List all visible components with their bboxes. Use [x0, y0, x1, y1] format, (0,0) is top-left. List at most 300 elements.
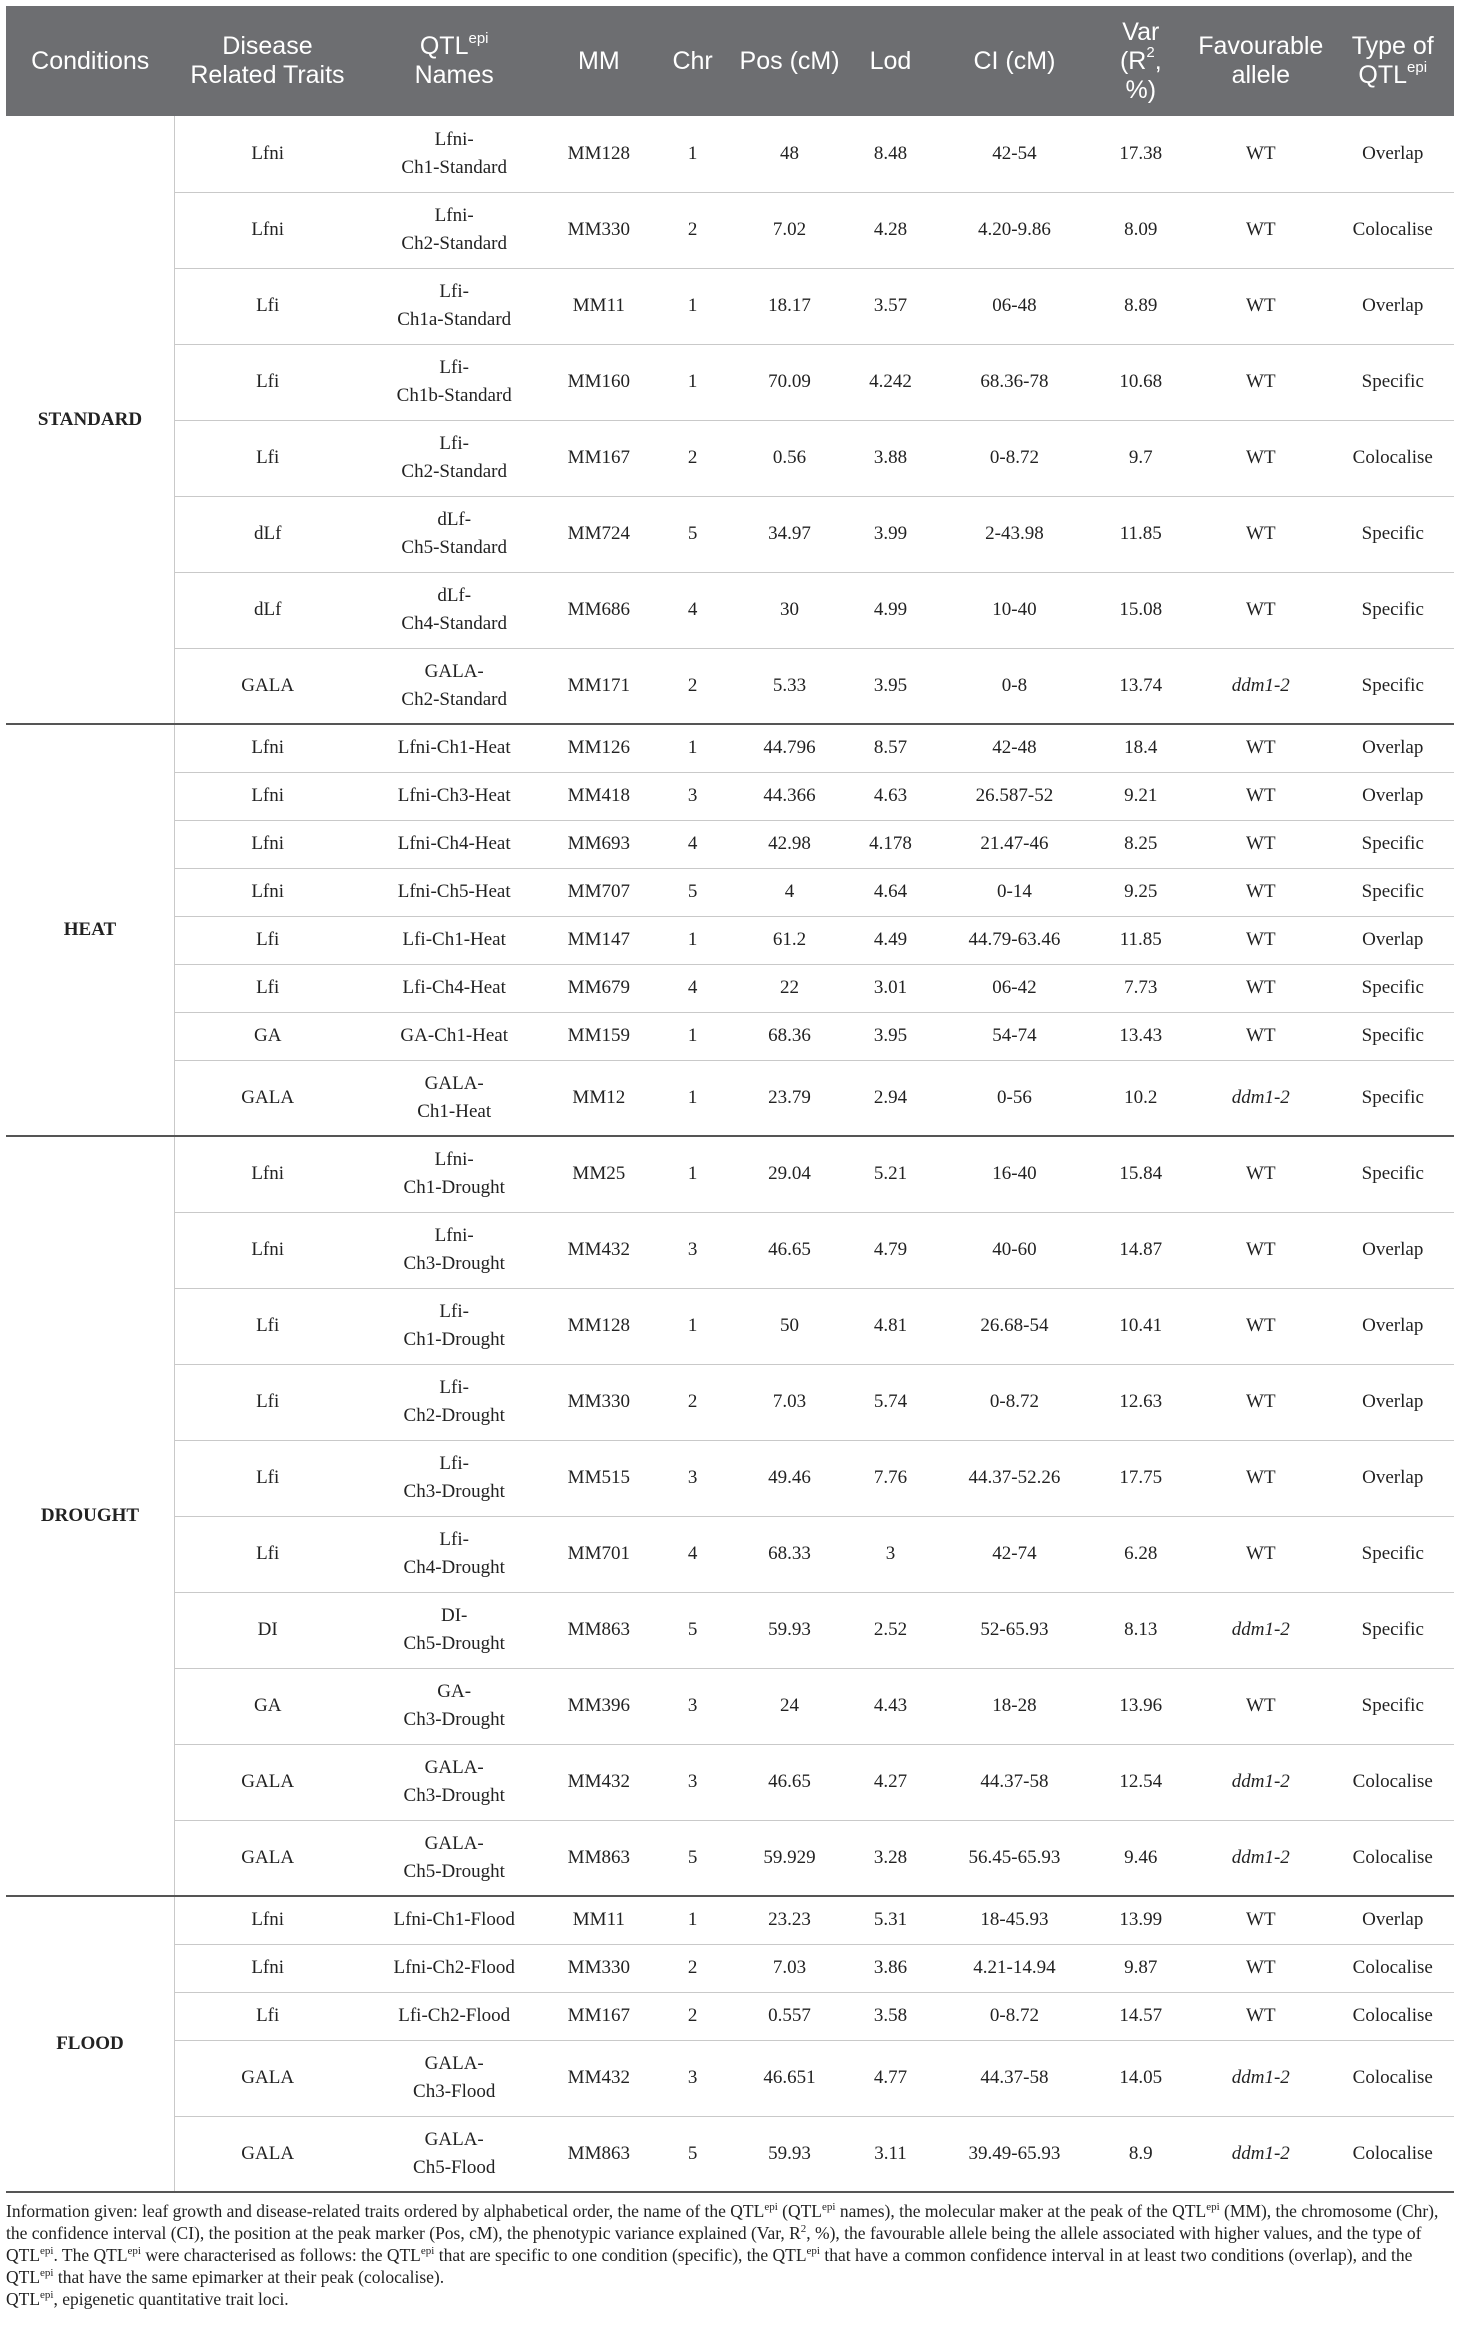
- footnote-text: names), the molecular maker at the peak of the QTL: [835, 2201, 1207, 2221]
- header-qtl-names: $QTL^{epi}$ Names: [360, 6, 548, 116]
- header-lod: Lod: [844, 6, 938, 116]
- cell-qtl-name: [360, 116, 548, 192]
- cell-var: 9.21: [1092, 772, 1191, 820]
- cell-lod: 4.64: [844, 868, 938, 916]
- cell-mm: MM11: [548, 1896, 650, 1944]
- cell-chr: 2: [650, 192, 736, 268]
- cell-qtl-name: [360, 820, 548, 868]
- table-row: [6, 1060, 1454, 1136]
- qtl-name-line: Lfi-: [439, 281, 469, 302]
- cell-trait: Lfni: [174, 1212, 360, 1288]
- qtl-name-line: Ch2-Standard: [401, 461, 507, 482]
- cell-ci: 0-56: [937, 1060, 1091, 1136]
- cell-ci: 39.49-65.93: [937, 2116, 1091, 2192]
- cell-ci: 42-54: [937, 116, 1091, 192]
- cell-trait: GA: [174, 1012, 360, 1060]
- cell-trait: Lfi: [174, 268, 360, 344]
- cell-trait: GA: [174, 1668, 360, 1744]
- cell-lod: 3.86: [844, 1944, 938, 1992]
- cell-type: Specific: [1332, 1592, 1454, 1668]
- cell-trait: Lfni: [174, 772, 360, 820]
- cell-lod: 8.48: [844, 116, 938, 192]
- cell-pos: 46.651: [736, 2040, 844, 2116]
- cell-favourable-allele: WT: [1190, 724, 1331, 772]
- cell-ci: 26.68-54: [937, 1288, 1091, 1364]
- cell-ci: 26.587-52: [937, 772, 1091, 820]
- qtl-name-line: Ch5-Flood: [413, 2156, 496, 2178]
- table-row: [6, 496, 1454, 572]
- cell-var: 13.99: [1092, 1896, 1191, 1944]
- cell-favourable-allele: WT: [1190, 192, 1331, 268]
- cell-qtl-name: [360, 868, 548, 916]
- cell-chr: 3: [650, 772, 736, 820]
- cell-qtl-name: [360, 648, 548, 724]
- cell-trait: GALA: [174, 1060, 360, 1136]
- qtl-name-line: GALA-: [424, 2053, 484, 2074]
- cell-lod: 4.81: [844, 1288, 938, 1364]
- cell-chr: 3: [650, 1744, 736, 1820]
- cell-favourable-allele: ddm1-2: [1190, 1592, 1331, 1668]
- footnote-superscript: epi: [1206, 2201, 1220, 2214]
- cell-ci: 0-8: [937, 648, 1091, 724]
- cell-mm: MM707: [548, 868, 650, 916]
- qtl-name-line: Lfi-: [439, 433, 469, 454]
- cell-ci: 06-42: [937, 964, 1091, 1012]
- footnote-superscript: epi: [764, 2201, 778, 2214]
- qtl-name-line: Ch1-Heat: [417, 1100, 492, 1122]
- cell-trait: Lfi: [174, 1440, 360, 1516]
- cell-trait: Lfni: [174, 1944, 360, 1992]
- cell-favourable-allele: WT: [1190, 1668, 1331, 1744]
- cell-var: 8.13: [1092, 1592, 1191, 1668]
- cell-qtl-name: [360, 1440, 548, 1516]
- cell-lod: 4.77: [844, 2040, 938, 2116]
- cell-qtl-name: [360, 1896, 548, 1944]
- cell-lod: 4.178: [844, 820, 938, 868]
- qtl-name-line: Lfni-Ch5-Heat: [397, 881, 511, 902]
- header-mm: MM: [548, 6, 650, 116]
- cell-ci: 0-8.72: [937, 420, 1091, 496]
- table-row: [6, 1592, 1454, 1668]
- cell-qtl-name: [360, 1668, 548, 1744]
- table-row: [6, 1440, 1454, 1516]
- table-row: [6, 572, 1454, 648]
- qtl-name-line: Lfni-: [434, 205, 474, 226]
- cell-type: Specific: [1332, 344, 1454, 420]
- cell-lod: 3.01: [844, 964, 938, 1012]
- cell-lod: 4.49: [844, 916, 938, 964]
- cell-favourable-allele: WT: [1190, 572, 1331, 648]
- cell-pos: 34.97: [736, 496, 844, 572]
- cell-lod: 4.43: [844, 1668, 938, 1744]
- cell-favourable-allele: WT: [1190, 868, 1331, 916]
- cell-type: Overlap: [1332, 268, 1454, 344]
- cell-pos: 0.557: [736, 1992, 844, 2040]
- cell-type: Colocalise: [1332, 1820, 1454, 1896]
- table-row: [6, 1288, 1454, 1364]
- cell-chr: 2: [650, 1992, 736, 2040]
- qtl-name-line: GA-Ch1-Heat: [400, 1025, 509, 1046]
- cell-qtl-name: [360, 916, 548, 964]
- cell-qtl-name: [360, 1744, 548, 1820]
- cell-type: Specific: [1332, 572, 1454, 648]
- qtl-name-line: Lfi-Ch1-Heat: [402, 929, 506, 950]
- cell-pos: 44.366: [736, 772, 844, 820]
- cell-mm: MM515: [548, 1440, 650, 1516]
- qtl-name-line: Ch2-Standard: [401, 688, 507, 710]
- cell-type: Colocalise: [1332, 1944, 1454, 1992]
- table-row: [6, 420, 1454, 496]
- footnote-information: [6, 2200, 1446, 2288]
- cell-type: Colocalise: [1332, 192, 1454, 268]
- cell-favourable-allele: WT: [1190, 116, 1331, 192]
- cell-qtl-name: [360, 1060, 548, 1136]
- qtl-name-line: Ch1-Drought: [403, 1329, 505, 1350]
- table-row: [6, 1136, 1454, 1212]
- table-footnote: [6, 2200, 1446, 2310]
- cell-lod: 4.28: [844, 192, 938, 268]
- cell-type: Colocalise: [1332, 420, 1454, 496]
- cell-trait: Lfni: [174, 116, 360, 192]
- footnote-superscript: epi: [420, 2245, 435, 2258]
- qtl-name-line: dLf-: [437, 509, 472, 530]
- cell-mm: MM432: [548, 2040, 650, 2116]
- cell-mm: MM25: [548, 1136, 650, 1212]
- cell-var: 9.25: [1092, 868, 1191, 916]
- cell-ci: 18-28: [937, 1668, 1091, 1744]
- qtl-name-line: dLf-: [437, 585, 472, 606]
- cell-ci: 0-8.72: [937, 1992, 1091, 2040]
- cell-qtl-name: [360, 1288, 548, 1364]
- table-header: [6, 6, 1454, 116]
- cell-var: 8.25: [1092, 820, 1191, 868]
- cell-trait: Lfi: [174, 916, 360, 964]
- qtl-name-line: DI-: [441, 1605, 468, 1626]
- cell-lod: 3.95: [844, 648, 938, 724]
- cell-var: 15.84: [1092, 1136, 1191, 1212]
- cell-favourable-allele: WT: [1190, 344, 1331, 420]
- condition-cell: HEAT: [6, 724, 174, 1136]
- cell-var: 8.89: [1092, 268, 1191, 344]
- cell-pos: 7.02: [736, 192, 844, 268]
- cell-lod: 3.99: [844, 496, 938, 572]
- cell-pos: 42.98: [736, 820, 844, 868]
- cell-qtl-name: [360, 344, 548, 420]
- cell-chr: 3: [650, 1668, 736, 1744]
- cell-mm: MM147: [548, 916, 650, 964]
- header-favourable-allele: Favourable allele: [1190, 6, 1331, 116]
- cell-chr: 1: [650, 1012, 736, 1060]
- table-row: [6, 1364, 1454, 1440]
- cell-mm: MM724: [548, 496, 650, 572]
- footnote-superscript: epi: [127, 2245, 141, 2258]
- cell-ci: 16-40: [937, 1136, 1091, 1212]
- cell-ci: 10-40: [937, 572, 1091, 648]
- cell-chr: 3: [650, 1212, 736, 1288]
- cell-qtl-name: [360, 1820, 548, 1896]
- cell-mm: MM159: [548, 1012, 650, 1060]
- cell-pos: 49.46: [736, 1440, 844, 1516]
- cell-type: Specific: [1332, 1136, 1454, 1212]
- table-row: [6, 344, 1454, 420]
- cell-qtl-name: [360, 772, 548, 820]
- table-row: [6, 868, 1454, 916]
- cell-chr: 4: [650, 1516, 736, 1592]
- cell-favourable-allele: WT: [1190, 1136, 1331, 1212]
- cell-mm: MM330: [548, 1944, 650, 1992]
- cell-ci: 0-8.72: [937, 1364, 1091, 1440]
- cell-trait: GALA: [174, 2040, 360, 2116]
- cell-trait: Lfni: [174, 820, 360, 868]
- cell-chr: 1: [650, 1288, 736, 1364]
- qtl-name-line: GA-: [437, 1681, 472, 1702]
- cell-trait: dLf: [174, 496, 360, 572]
- cell-lod: 4.79: [844, 1212, 938, 1288]
- cell-type: Overlap: [1332, 1364, 1454, 1440]
- cell-ci: 44.37-58: [937, 2040, 1091, 2116]
- cell-chr: 1: [650, 344, 736, 420]
- header-traits: Disease Related Traits: [174, 6, 360, 116]
- cell-trait: GALA: [174, 2116, 360, 2192]
- cell-var: 17.75: [1092, 1440, 1191, 1516]
- cell-favourable-allele: WT: [1190, 1288, 1331, 1364]
- cell-var: 14.05: [1092, 2040, 1191, 2116]
- cell-pos: 59.93: [736, 1592, 844, 1668]
- table-row: [6, 1944, 1454, 1992]
- cell-favourable-allele: WT: [1190, 916, 1331, 964]
- cell-favourable-allele: WT: [1190, 772, 1331, 820]
- cell-ci: 56.45-65.93: [937, 1820, 1091, 1896]
- cell-pos: 68.33: [736, 1516, 844, 1592]
- cell-trait: Lfi: [174, 1364, 360, 1440]
- cell-favourable-allele: WT: [1190, 1012, 1331, 1060]
- qtl-name-line: Ch2-Standard: [401, 233, 507, 254]
- cell-favourable-allele: ddm1-2: [1190, 1820, 1331, 1896]
- cell-mm: MM128: [548, 1288, 650, 1364]
- qtl-name-line: Ch2-Drought: [403, 1405, 505, 1426]
- cell-ci: 4.21-14.94: [937, 1944, 1091, 1992]
- cell-mm: MM418: [548, 772, 650, 820]
- cell-trait: Lfni: [174, 1136, 360, 1212]
- cell-var: 15.08: [1092, 572, 1191, 648]
- cell-ci: 4.20-9.86: [937, 192, 1091, 268]
- cell-lod: 3.28: [844, 1820, 938, 1896]
- cell-favourable-allele: ddm1-2: [1190, 2116, 1331, 2192]
- cell-lod: 5.31: [844, 1896, 938, 1944]
- qtl-name-line: Ch5-Drought: [403, 1633, 505, 1654]
- cell-trait: GALA: [174, 1820, 360, 1896]
- cell-lod: 8.57: [844, 724, 938, 772]
- cell-ci: 42-74: [937, 1516, 1091, 1592]
- table-body: [6, 116, 1454, 2192]
- cell-var: 12.54: [1092, 1744, 1191, 1820]
- cell-trait: Lfni: [174, 724, 360, 772]
- table-row: [6, 2040, 1454, 2116]
- cell-mm: MM863: [548, 1820, 650, 1896]
- header-chr: Chr: [650, 6, 736, 116]
- cell-trait: Lfni: [174, 1896, 360, 1944]
- table-row: [6, 1820, 1454, 1896]
- cell-qtl-name: [360, 420, 548, 496]
- qtl-name-line: Lfni-: [434, 1149, 474, 1171]
- cell-mm: MM330: [548, 192, 650, 268]
- cell-pos: 59.929: [736, 1820, 844, 1896]
- qtl-name-line: Ch3-Drought: [403, 1253, 505, 1274]
- cell-type: Colocalise: [1332, 1992, 1454, 2040]
- qtl-name-line: Lfi-: [439, 1377, 469, 1398]
- cell-qtl-name: [360, 496, 548, 572]
- footnote-text: Information given: leaf growth and disease-related traits ordered by alphabetical order, the name of the QTL: [6, 2201, 765, 2221]
- cell-mm: MM12: [548, 1060, 650, 1136]
- cell-mm: MM396: [548, 1668, 650, 1744]
- footnote-superscript: epi: [40, 2245, 54, 2258]
- cell-favourable-allele: ddm1-2: [1190, 1060, 1331, 1136]
- cell-chr: 1: [650, 268, 736, 344]
- cell-pos: 4: [736, 868, 844, 916]
- cell-pos: 68.36: [736, 1012, 844, 1060]
- cell-var: 13.96: [1092, 1668, 1191, 1744]
- cell-lod: 3.58: [844, 1992, 938, 2040]
- cell-lod: 5.74: [844, 1364, 938, 1440]
- table-row: [6, 820, 1454, 868]
- cell-mm: MM11: [548, 268, 650, 344]
- qtl-name-line: Ch1a-Standard: [397, 309, 512, 330]
- condition-cell: DROUGHT: [6, 1136, 174, 1896]
- table-row: [6, 192, 1454, 268]
- cell-mm: MM126: [548, 724, 650, 772]
- cell-pos: 29.04: [736, 1136, 844, 1212]
- cell-var: 11.85: [1092, 916, 1191, 964]
- footnote-superscript: epi: [40, 2289, 54, 2302]
- cell-var: 12.63: [1092, 1364, 1191, 1440]
- header-var: Var ($R^2$, %): [1092, 6, 1191, 116]
- cell-chr: 5: [650, 1592, 736, 1668]
- cell-lod: 3.57: [844, 268, 938, 344]
- cell-lod: 3: [844, 1516, 938, 1592]
- footnote-superscript: epi: [822, 2201, 836, 2214]
- cell-pos: 22: [736, 964, 844, 1012]
- cell-trait: dLf: [174, 572, 360, 648]
- footnote-text: (QTL: [777, 2201, 822, 2221]
- cell-chr: 1: [650, 1060, 736, 1136]
- cell-favourable-allele: ddm1-2: [1190, 2040, 1331, 2116]
- cell-ci: 44.37-52.26: [937, 1440, 1091, 1516]
- cell-favourable-allele: WT: [1190, 496, 1331, 572]
- cell-chr: 2: [650, 1364, 736, 1440]
- cell-qtl-name: [360, 1364, 548, 1440]
- cell-var: 13.74: [1092, 648, 1191, 724]
- cell-qtl-name: [360, 572, 548, 648]
- cell-mm: MM863: [548, 1592, 650, 1668]
- qtl-name-line: Lfi-: [439, 1529, 469, 1550]
- cell-lod: 5.21: [844, 1136, 938, 1212]
- cell-type: Overlap: [1332, 724, 1454, 772]
- cell-qtl-name: [360, 2040, 548, 2116]
- cell-lod: 4.63: [844, 772, 938, 820]
- cell-ci: 68.36-78: [937, 344, 1091, 420]
- cell-trait: Lfi: [174, 344, 360, 420]
- cell-ci: 42-48: [937, 724, 1091, 772]
- cell-pos: 0.56: [736, 420, 844, 496]
- table-row: [6, 648, 1454, 724]
- header-pos: Pos (cM): [736, 6, 844, 116]
- table-row: [6, 724, 1454, 772]
- qtl-name-line: Lfni-Ch1-Flood: [393, 1909, 515, 1931]
- qtl-name-line: Lfi-Ch4-Heat: [402, 977, 506, 998]
- table-row: [6, 772, 1454, 820]
- cell-chr: 4: [650, 572, 736, 648]
- cell-qtl-name: [360, 192, 548, 268]
- condition-cell: FLOOD: [6, 1896, 174, 2192]
- cell-qtl-name: [360, 1012, 548, 1060]
- cell-trait: Lfi: [174, 964, 360, 1012]
- cell-type: Overlap: [1332, 916, 1454, 964]
- cell-mm: MM330: [548, 1364, 650, 1440]
- cell-mm: MM432: [548, 1744, 650, 1820]
- cell-mm: MM686: [548, 572, 650, 648]
- footnote-abbreviation: [6, 2288, 1446, 2310]
- cell-type: Specific: [1332, 1668, 1454, 1744]
- cell-lod: 4.242: [844, 344, 938, 420]
- cell-mm: MM167: [548, 1992, 650, 2040]
- cell-qtl-name: [360, 1212, 548, 1288]
- qtl-name-line: GALA-: [424, 1832, 484, 1854]
- header-ci: CI (cM): [937, 6, 1091, 116]
- cell-pos: 18.17: [736, 268, 844, 344]
- cell-mm: MM863: [548, 2116, 650, 2192]
- qtl-name-line: Ch3-Drought: [403, 1785, 505, 1806]
- cell-ci: 2-43.98: [937, 496, 1091, 572]
- cell-ci: 44.37-58: [937, 1744, 1091, 1820]
- table-row: [6, 268, 1454, 344]
- cell-trait: Lfi: [174, 1992, 360, 2040]
- qtl-name-line: GALA-: [424, 1072, 484, 1094]
- cell-qtl-name: [360, 1136, 548, 1212]
- cell-favourable-allele: WT: [1190, 420, 1331, 496]
- cell-ci: 40-60: [937, 1212, 1091, 1288]
- cell-lod: 4.27: [844, 1744, 938, 1820]
- cell-type: Specific: [1332, 964, 1454, 1012]
- qtl-name-line: Ch3-Flood: [413, 2081, 496, 2102]
- cell-var: 10.68: [1092, 344, 1191, 420]
- cell-qtl-name: [360, 1944, 548, 1992]
- cell-type: Specific: [1332, 820, 1454, 868]
- cell-type: Overlap: [1332, 1896, 1454, 1944]
- cell-pos: 46.65: [736, 1744, 844, 1820]
- cell-mm: MM693: [548, 820, 650, 868]
- cell-mm: MM167: [548, 420, 650, 496]
- cell-chr: 4: [650, 820, 736, 868]
- cell-qtl-name: [360, 724, 548, 772]
- cell-chr: 1: [650, 1896, 736, 1944]
- cell-ci: 18-45.93: [937, 1896, 1091, 1944]
- qtl-name-line: Ch1-Drought: [403, 1177, 505, 1199]
- cell-ci: 06-48: [937, 268, 1091, 344]
- qtl-name-line: Lfni-Ch4-Heat: [397, 833, 511, 854]
- cell-var: 9.7: [1092, 420, 1191, 496]
- cell-chr: 5: [650, 2116, 736, 2192]
- qtl-name-line: Ch4-Standard: [401, 613, 507, 634]
- table-row: [6, 2116, 1454, 2192]
- qtl-name-line: Ch5-Standard: [401, 537, 507, 558]
- cell-var: 10.2: [1092, 1060, 1191, 1136]
- cell-qtl-name: [360, 1592, 548, 1668]
- cell-qtl-name: [360, 1992, 548, 2040]
- cell-favourable-allele: WT: [1190, 964, 1331, 1012]
- cell-mm: MM701: [548, 1516, 650, 1592]
- qtl-name-line: Ch5-Drought: [403, 1860, 505, 1882]
- cell-var: 9.46: [1092, 1820, 1191, 1896]
